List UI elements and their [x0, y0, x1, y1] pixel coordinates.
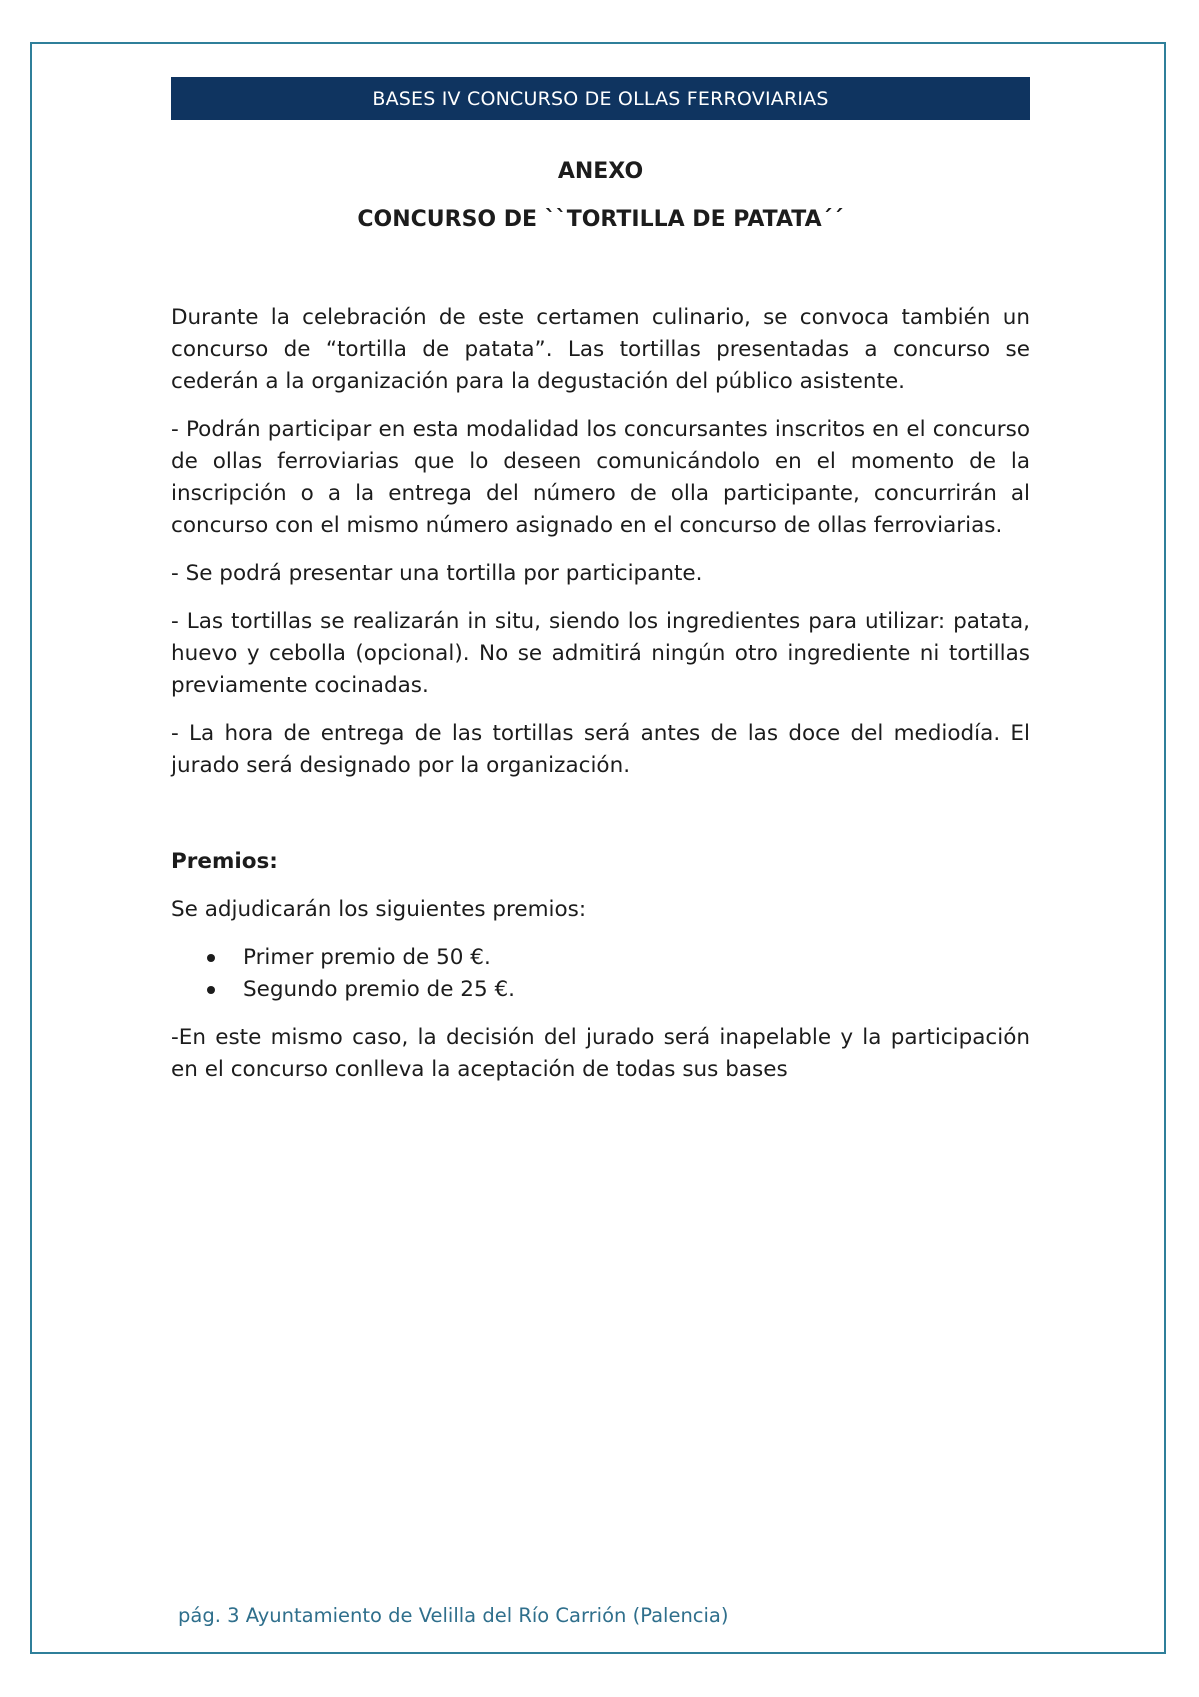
- prize-second: Segundo premio de 25 €.: [243, 977, 515, 1002]
- header-title: BASES IV CONCURSO DE OLLAS FERROVIARIAS: [372, 87, 829, 110]
- premios-intro: Se adjudicarán los siguientes premios:: [171, 897, 587, 922]
- contest-title: CONCURSO DE ``TORTILLA DE PATATA´´: [357, 207, 844, 232]
- paragraph-closing: -En este mismo caso, la decisión del jurado será inapelable y la participación en el concurso conlleva la aceptación de todas sus bases: [171, 1025, 1030, 1082]
- page-footer: pág. 3 Ayuntamiento de Velilla del Río Carrión (Palencia): [178, 1604, 729, 1627]
- bullet-icon: [207, 986, 215, 994]
- header-banner: [171, 77, 1030, 120]
- paragraph-intro: Durante la celebración de este certamen culinario, se convoca también un concurso de “tortilla de patata”. Las tortillas presentadas a concurso se cederán a la organización para la degustación del público asistente.: [171, 305, 1030, 394]
- paragraph-one-per-participant: - Se podrá presentar una tortilla por participante.: [171, 561, 703, 586]
- annex-title: ANEXO: [557, 159, 644, 184]
- paragraph-ingredients: - Las tortillas se realizarán in situ, siendo los ingredientes para utilizar: patata, huevo y cebolla (opcional). No se admitirá ningún otro ingrediente ni tortillas previamente cocinadas.: [171, 609, 1030, 698]
- paragraph-participation: - Podrán participar en esta modalidad los concursantes inscritos en el concurso de ollas ferroviarias que lo deseen comunicándolo en el momento de la inscripción o a la entrega del número de olla participante, concurrirán al concurso con el mismo número asignado en el concurso de ollas ferroviarias.: [171, 417, 1030, 538]
- list-item: [207, 942, 1030, 974]
- bullet-icon: [207, 954, 215, 962]
- list-item: [207, 974, 1030, 1006]
- prize-first: Primer premio de 50 €.: [243, 945, 491, 970]
- paragraph-delivery-time: - La hora de entrega de las tortillas será antes de las doce del mediodía. El jurado será designado por la organización.: [171, 721, 1030, 778]
- premios-heading: Premios:: [171, 849, 278, 874]
- prize-list: [171, 942, 1030, 1006]
- document-body: [171, 148, 1030, 1102]
